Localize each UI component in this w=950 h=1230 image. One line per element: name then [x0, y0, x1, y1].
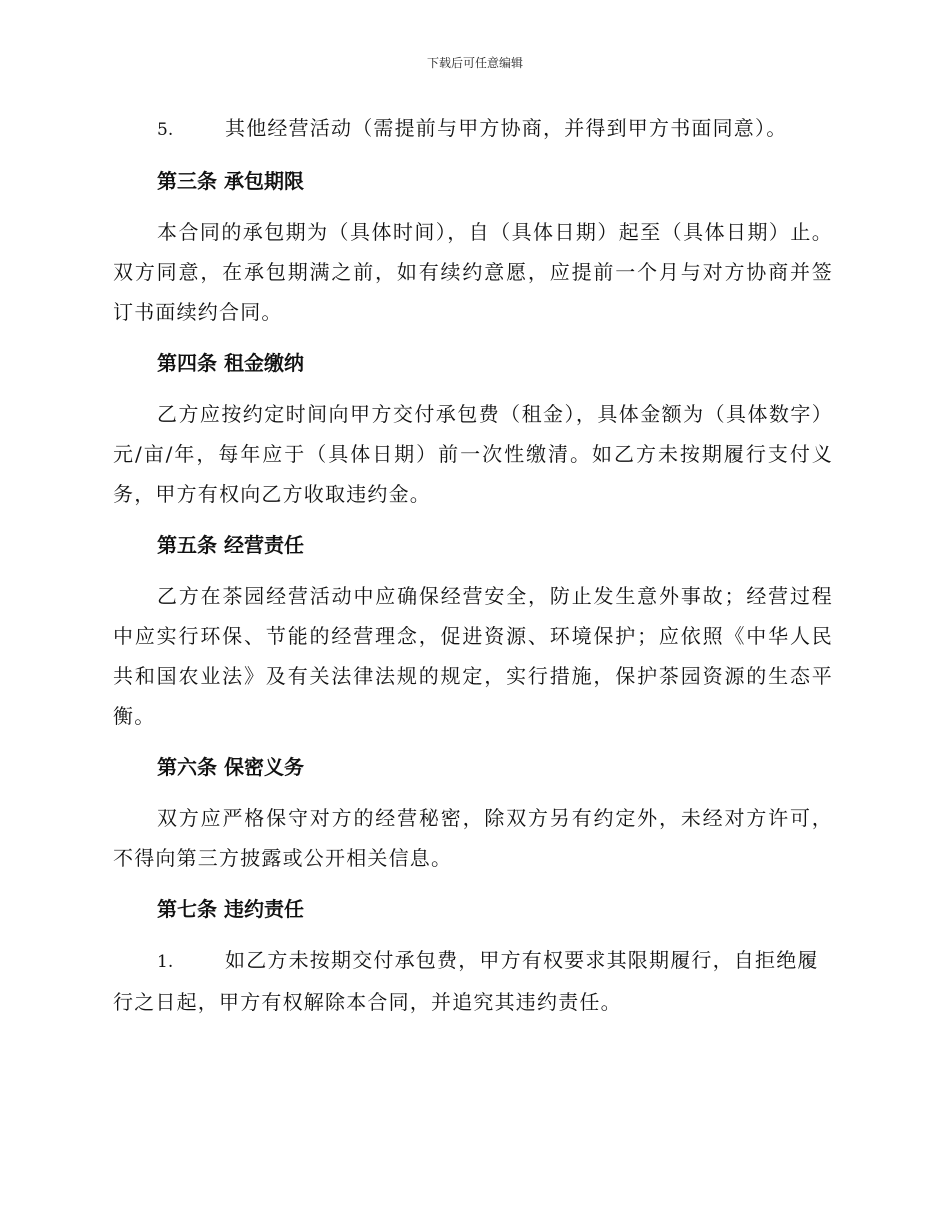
section-heading-7: 第七条 违约责任: [157, 897, 304, 921]
section-paragraph-6: 双方应严格保守对方的经营秘密，除双方另有约定外，未经对方许可，不得向第三方披露或公开相关信息。: [113, 806, 833, 870]
section-paragraph-5: 乙方在茶园经营活动中应确保经营安全，防止发生意外事故；经营过程中应实行环保、节能的经营理念，促进资源、环境保护；应依照《中华人民共和国农业法》及有关法律法规的规定，实行措施，保护茶园资源的生态平衡。: [113, 584, 833, 728]
list-item-number: 1.: [157, 952, 174, 972]
section-heading-3: 第三条 承包期限: [157, 169, 304, 193]
list-item-number: 5.: [157, 120, 174, 140]
section-paragraph-3: 本合同的承包期为（具体时间），自（具体日期）起至（具体日期）止。双方同意，在承包期满之前，如有续约意愿，应提前一个月与对方协商并签订书面续约合同。: [113, 220, 833, 324]
list-item-text: 如乙方未按期交付承包费，甲方有权要求其限期履行，自拒绝履行之日起，甲方有权解除本合同，并追究其违约责任。: [113, 948, 819, 1014]
list-item-7-1: [113, 940, 833, 1022]
section-paragraph-4: 乙方应按约定时间向甲方交付承包费（租金），具体金额为（具体数字）元/亩/年，每年应于（具体日期）前一次性缴清。如乙方未按期履行支付义务，甲方有权向乙方收取违约金。: [113, 402, 833, 506]
section-heading-6: 第六条 保密义务: [157, 755, 304, 779]
page-header: 下载后可任意编辑: [426, 56, 523, 70]
list-item-5: [113, 108, 833, 150]
section-heading-5: 第五条 经营责任: [157, 533, 304, 557]
section-heading-4: 第四条 租金缴纳: [157, 351, 304, 375]
list-item-text: 其他经营活动（需提前与甲方协商，并得到甲方书面同意）。: [225, 116, 788, 140]
document-body: [113, 108, 833, 1033]
